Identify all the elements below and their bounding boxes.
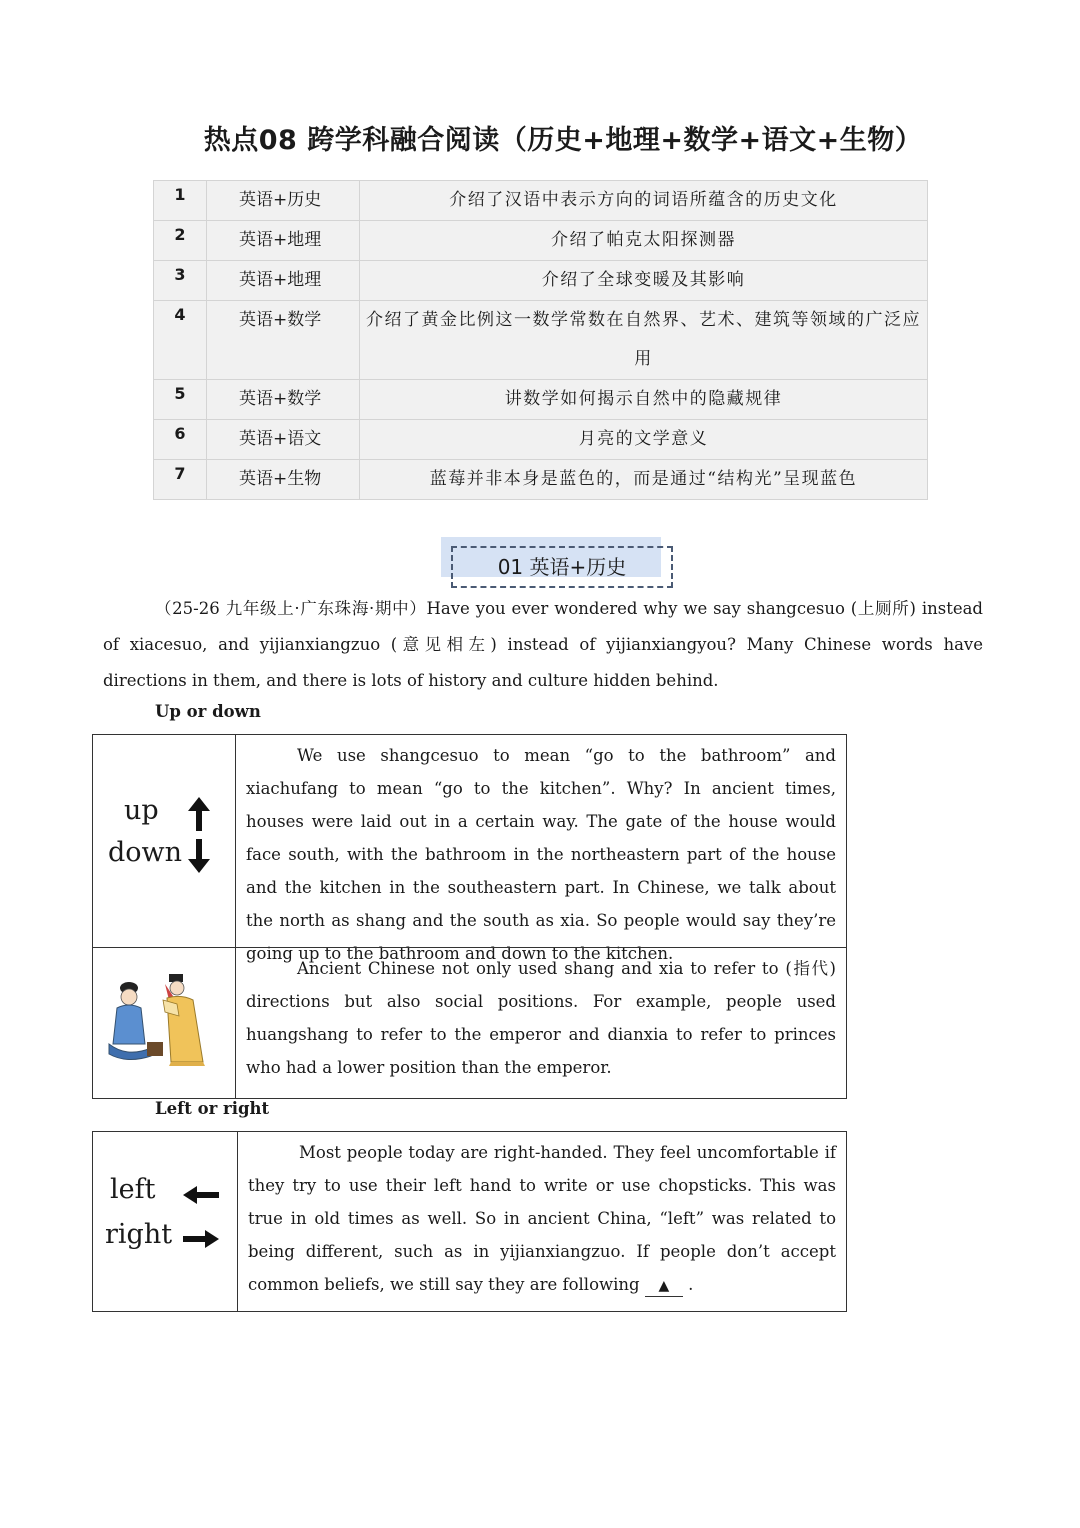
summary-subject: 英语+生物 bbox=[239, 469, 322, 489]
summary-row bbox=[154, 460, 928, 500]
summary-desc-cell bbox=[360, 380, 928, 420]
summary-num-cell bbox=[154, 380, 207, 420]
summary-desc: 介绍了全球变暖及其影响 bbox=[541, 270, 746, 290]
summary-subject: 英语+地理 bbox=[239, 230, 322, 250]
summary-desc: 蓝莓并非本身是蓝色的，而是通过“结构光”呈现蓝色 bbox=[429, 469, 858, 489]
summary-subject-cell bbox=[207, 460, 360, 500]
summary-subject: 英语+数学 bbox=[239, 310, 322, 330]
summary-num: 6 bbox=[174, 424, 186, 443]
summary-subject: 英语+数学 bbox=[239, 389, 322, 409]
summary-desc: 介绍了帕克太阳探测器 bbox=[551, 230, 736, 250]
ancient-figures-illustration bbox=[107, 970, 217, 1068]
summary-row bbox=[154, 380, 928, 420]
section-tag bbox=[441, 537, 661, 577]
summary-row bbox=[154, 261, 928, 301]
summary-num-cell bbox=[154, 181, 207, 221]
summary-desc: 介绍了汉语中表示方向的词语所蕴含的历史文化 bbox=[449, 190, 838, 210]
summary-desc: 介绍了黄金比例这一数学常数在自然界、艺术、建筑等领域的广泛应用 bbox=[366, 310, 921, 369]
summary-subject-cell bbox=[207, 380, 360, 420]
summary-subject: 英语+历史 bbox=[239, 190, 322, 210]
summary-desc: 月亮的文学意义 bbox=[578, 429, 709, 449]
summary-subject: 英语+地理 bbox=[239, 270, 322, 290]
summary-num-cell bbox=[154, 460, 207, 500]
summary-num: 7 bbox=[174, 464, 186, 483]
summary-desc-cell bbox=[360, 181, 928, 221]
arrow-left-icon bbox=[181, 1185, 221, 1205]
summary-subject-cell bbox=[207, 420, 360, 460]
summary-desc-cell bbox=[360, 460, 928, 500]
summary-desc-cell bbox=[360, 420, 928, 460]
summary-row bbox=[154, 301, 928, 380]
summary-row bbox=[154, 420, 928, 460]
page-title: 热点08 跨学科融合阅读（历史+地理+数学+语文+生物） bbox=[203, 125, 923, 156]
summary-subject-cell bbox=[207, 301, 360, 380]
summary-subject-cell bbox=[207, 181, 360, 221]
summary-subject-cell bbox=[207, 261, 360, 301]
up-or-down-heading: Up or down bbox=[155, 702, 261, 721]
left-right-paragraph bbox=[248, 1136, 836, 1301]
up-down-paragraph-2: Ancient Chinese not only used shang and xia to refer to (指代) directions but also social positions. For example, people used huangshang to refer to the emperor and dianxia to refer to princes who had a lower position than the emperor. bbox=[246, 959, 836, 1077]
paragraph-end-mark: . bbox=[688, 1275, 694, 1294]
summary-desc: 讲数学如何揭示自然中的隐藏规律 bbox=[504, 389, 783, 409]
word-up: up bbox=[124, 795, 159, 826]
summary-subject-cell bbox=[207, 221, 360, 261]
left-or-right-heading: Left or right bbox=[155, 1099, 270, 1118]
summary-num: 5 bbox=[174, 384, 186, 403]
left-right-paragraph-text: Most people today are right-handed. They feel uncomfortable if they try to use their left hand to write or use chopsticks. This was true in old times as well. So in ancient China, “left” was related to being different, such as in yijianxiangzuo. If people don’t accept common beliefs, we still say they are following bbox=[248, 1143, 836, 1294]
left-right-box bbox=[92, 1131, 847, 1312]
summary-num: 2 bbox=[174, 225, 186, 244]
summary-num-cell bbox=[154, 420, 207, 460]
topic-summary-table bbox=[153, 180, 928, 500]
up-down-row bbox=[93, 735, 846, 963]
summary-num-cell bbox=[154, 301, 207, 380]
social-position-row bbox=[93, 947, 846, 1098]
summary-row bbox=[154, 221, 928, 261]
summary-row bbox=[154, 181, 928, 221]
up-down-paragraph-1: We use shangcesuo to mean “go to the bathroom” and xiachufang to mean “go to the kitchen”. Why? In ancient times, houses were laid out in a certain way. The gate of the house would face south, with the bathroom in the northeastern part of the house and the kitchen in the southeastern part. In Chinese, we talk about the north as shang and the south as xia. So people would say they’re going up to the bathroom and down to the kitchen. bbox=[246, 746, 836, 963]
word-right: right bbox=[105, 1219, 173, 1250]
intro-paragraph: （25-26 九年级上·广东珠海·期中）Have you ever wondered why we say shangcesuo (上厕所) instead of xiacesuo, and yijianxiangzuo (意见相左) instead of yijianxiangyou? Many Chinese words have directions in them, and there is lots of history and culture hidden behind. bbox=[103, 599, 983, 690]
summary-num: 3 bbox=[174, 265, 186, 284]
summary-desc-cell bbox=[360, 221, 928, 261]
up-down-icon-cell bbox=[93, 735, 236, 948]
summary-num: 4 bbox=[174, 305, 186, 324]
word-left: left bbox=[110, 1174, 156, 1205]
summary-subject: 英语+语文 bbox=[239, 429, 322, 449]
answer-blank[interactable]: ▲ bbox=[645, 1276, 683, 1297]
summary-desc-cell bbox=[360, 261, 928, 301]
word-down: down bbox=[108, 837, 183, 868]
up-down-box bbox=[92, 734, 847, 1099]
summary-num: 1 bbox=[174, 185, 186, 204]
left-right-icon-cell bbox=[93, 1132, 238, 1311]
up-down-arrows-icon bbox=[186, 795, 212, 875]
summary-num-cell bbox=[154, 261, 207, 301]
summary-desc-cell bbox=[360, 301, 928, 380]
illustration-cell bbox=[93, 948, 236, 1098]
summary-num-cell bbox=[154, 221, 207, 261]
section-tag-label: 01 英语+历史 bbox=[451, 546, 673, 588]
arrow-right-icon bbox=[181, 1229, 221, 1249]
